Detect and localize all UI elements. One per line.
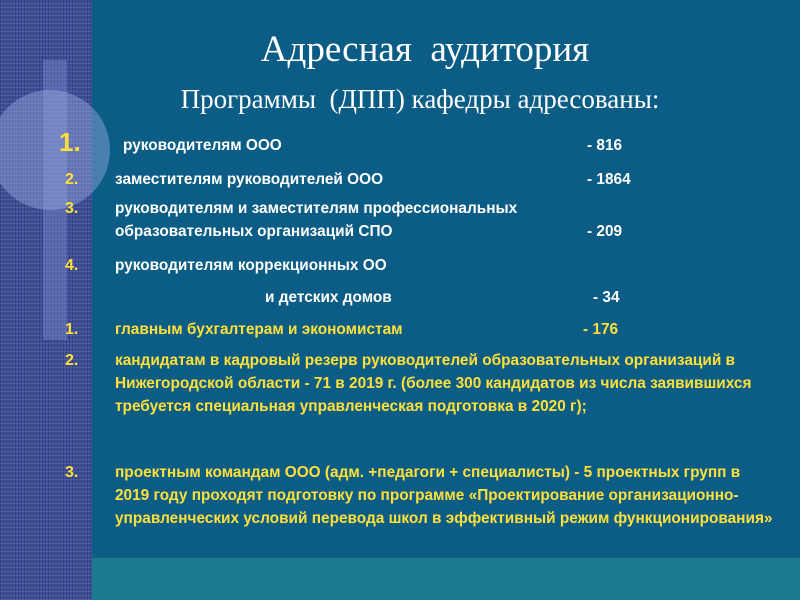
list-number: 1. (65, 321, 79, 338)
list-item-text: руководителям ООО (123, 137, 282, 154)
list-item-text: руководителям коррекционных ОО (115, 257, 387, 274)
list-item (59, 127, 775, 157)
list-item-text-line2: и детских домов (265, 289, 392, 306)
list-number: 4. (65, 257, 79, 274)
list-number: 2. (65, 171, 79, 188)
decorative-bottom-bar (92, 558, 800, 600)
list-number: 3. (65, 200, 79, 217)
list-item-text: заместителям руководителей ООО (115, 171, 384, 188)
list-item (65, 197, 775, 243)
list-item-text: кандидатам в кадровый резерв руководителей образовательных организаций в Нижегородской области - 71 в 2019 г. (более 300 кандидатов из числа заявившихся требуется специальная управленческая подготовка в 2020 г); (115, 352, 752, 415)
list-item-value: - 176 (583, 321, 619, 338)
list-item (65, 168, 775, 191)
list-item (65, 318, 775, 341)
list-item-text-line1: руководителям и заместителям профессиональных (115, 200, 518, 217)
list-item-text: главным бухгалтерам и экономистам (115, 321, 403, 338)
list-number: 2. (65, 352, 79, 369)
list-number: 3. (65, 464, 79, 481)
list-item-text-line2: образовательных организаций СПО (115, 223, 393, 240)
list-number: 1. (59, 127, 81, 157)
slide-title: Адресная аудитория (260, 29, 590, 70)
list-item-value: - 816 (587, 137, 623, 154)
list-item-value: - 209 (587, 223, 623, 240)
slide-subtitle: Программы (ДПП) кафедры адресованы: (180, 84, 660, 114)
list-item (65, 349, 770, 418)
list-item-value: - 34 (593, 289, 620, 306)
list-item-value: - 1864 (587, 171, 631, 188)
list-item-text: проектным командам ООО (адм. +педагоги + специалисты) - 5 проектных групп в 2019 году проходят подготовку по программе «Проектирование организационно-управленческих условий перевода школ в эффективный режим функционирования» (115, 464, 773, 527)
list-item (65, 461, 775, 530)
list-item (65, 254, 775, 277)
